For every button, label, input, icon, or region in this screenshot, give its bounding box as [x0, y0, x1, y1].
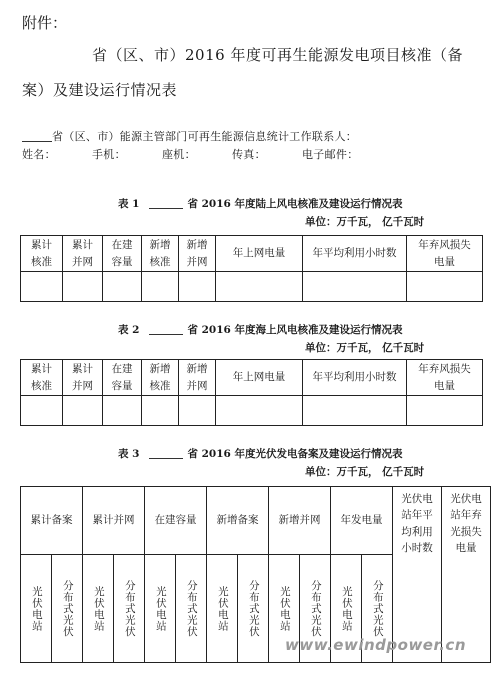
table2-province-blank — [149, 334, 183, 335]
table1-data-cell — [103, 272, 142, 302]
sub-distributed-text: 分布式光伏 — [61, 579, 74, 638]
table3-sub-distributed — [176, 555, 207, 663]
table2-data-cell — [63, 396, 103, 426]
table1-header-cell: 在建容量 — [103, 236, 142, 272]
sub-station-text: 光伏电站 — [154, 585, 167, 632]
table2-data-cell — [216, 396, 303, 426]
table3-hours-header: 光伏电站年平均利用小时数 — [393, 487, 442, 663]
table1-header-cell: 新增核准 — [142, 236, 179, 272]
name-label: 姓名： — [22, 148, 56, 161]
sub-distributed-text: 分布式光伏 — [371, 579, 384, 638]
sub-station-text: 光伏电站 — [216, 585, 229, 632]
table3-sub-station — [145, 555, 176, 663]
sub-distributed-text: 分布式光伏 — [247, 579, 260, 638]
table2-data-cell — [303, 396, 407, 426]
sub-distributed-text: 分布式光伏 — [123, 579, 136, 638]
contact-line — [22, 128, 357, 144]
watermark: www.ewindpower.cn — [285, 636, 466, 654]
table2-header-cell: 新增核准 — [142, 360, 179, 396]
table2-data-cell — [407, 396, 483, 426]
table1-header-cell: 累计核准 — [21, 236, 63, 272]
table3-sub-distributed — [52, 555, 83, 663]
table1-header-cell: 年上网电量 — [216, 236, 303, 272]
table3-sub-station — [83, 555, 114, 663]
table1-data-cell — [21, 272, 63, 302]
table1-header-cell: 新增并网 — [179, 236, 216, 272]
table2-title: 省 2016 年度海上风电核准及建设运行情况表 — [187, 324, 403, 336]
table2-grid — [20, 359, 483, 426]
table2-data-cell — [179, 396, 216, 426]
table1-data-cell — [303, 272, 407, 302]
landline-label: 座机： — [162, 148, 196, 161]
table1-header-cell: 年平均利用小时数 — [303, 236, 407, 272]
email-label: 电子邮件： — [302, 148, 359, 161]
table3-group-header: 累计备案 — [21, 487, 83, 555]
sub-distributed-text: 分布式光伏 — [185, 579, 198, 638]
table3-group-header: 新增备案 — [207, 487, 269, 555]
table1-label: 表 1 — [118, 198, 140, 210]
sub-station-text: 光伏电站 — [278, 585, 291, 632]
table2-header-cell: 年上网电量 — [216, 360, 303, 396]
table3-sub-distributed — [238, 555, 269, 663]
table3-group-header: 年发电量 — [331, 487, 393, 555]
sub-distributed-text: 分布式光伏 — [309, 579, 322, 638]
table2-header-cell: 年弃风损失电量 — [407, 360, 483, 396]
table3-label: 表 3 — [118, 448, 140, 460]
table3-sub-station — [207, 555, 238, 663]
table2-header-cell: 累计核准 — [21, 360, 63, 396]
table2-data-cell — [142, 396, 179, 426]
mobile-label: 手机： — [92, 148, 126, 161]
table2-header-cell: 累计并网 — [63, 360, 103, 396]
sub-station-text: 光伏电站 — [30, 585, 43, 632]
table1-header-row — [21, 236, 483, 272]
table3-group-header: 新增并网 — [269, 487, 331, 555]
contact-line-text: 省（区、市）能源主管部门可再生能源信息统计工作联系人： — [52, 130, 358, 143]
fax-label: 传真： — [232, 148, 266, 161]
table3-group-header: 累计并网 — [83, 487, 145, 555]
table1-header-cell: 年弃风损失电量 — [407, 236, 483, 272]
table1-grid — [20, 235, 483, 302]
table2-data-cell — [21, 396, 63, 426]
table3-header-row — [21, 487, 491, 555]
table3-sub-distributed — [114, 555, 145, 663]
table1-data-cell — [63, 272, 103, 302]
table1-header-cell: 累计并网 — [63, 236, 103, 272]
table1-data-cell — [407, 272, 483, 302]
table3-title: 省 2016 年度光伏发电备案及建设运行情况表 — [187, 448, 403, 460]
table3-sub-station — [21, 555, 52, 663]
document-title-line-2: 案）及建设运行情况表 — [22, 81, 178, 99]
sub-station-text: 光伏电站 — [92, 585, 105, 632]
table1-data-cell — [179, 272, 216, 302]
table1-data-cell — [216, 272, 303, 302]
table2-header-row — [21, 360, 483, 396]
table2-header-cell: 新增并网 — [179, 360, 216, 396]
sub-station-text: 光伏电站 — [340, 585, 353, 632]
table2-data-cell — [103, 396, 142, 426]
table1-data-cell — [142, 272, 179, 302]
table1-province-blank — [149, 208, 183, 209]
table3-unit: 单位：万千瓦， 亿千瓦时 — [305, 466, 425, 478]
table2-unit: 单位：万千瓦， 亿千瓦时 — [305, 342, 425, 354]
table1-unit: 单位：万千瓦， 亿千瓦时 — [305, 216, 425, 228]
table1-title: 省 2016 年度陆上风电核准及建设运行情况表 — [187, 198, 403, 210]
table3-group-header: 在建容量 — [145, 487, 207, 555]
table2-data-row — [21, 396, 483, 426]
table2-label: 表 2 — [118, 324, 140, 336]
annex-label: 附件： — [22, 14, 68, 32]
table2-header-cell: 在建容量 — [103, 360, 142, 396]
document-title-line-1: 省（区、市）2016 年度可再生能源发电项目核准（备 — [92, 46, 463, 64]
table3-province-blank — [149, 458, 183, 459]
table2-caption — [118, 322, 403, 337]
table1-data-row — [21, 272, 483, 302]
table1-caption — [118, 196, 403, 211]
table3-caption — [118, 446, 403, 461]
table2-header-cell: 年平均利用小时数 — [303, 360, 407, 396]
contact-fields — [22, 146, 412, 162]
table3-loss-header: 光伏电站年弃光损失电量 — [442, 487, 491, 663]
province-blank — [22, 141, 52, 142]
